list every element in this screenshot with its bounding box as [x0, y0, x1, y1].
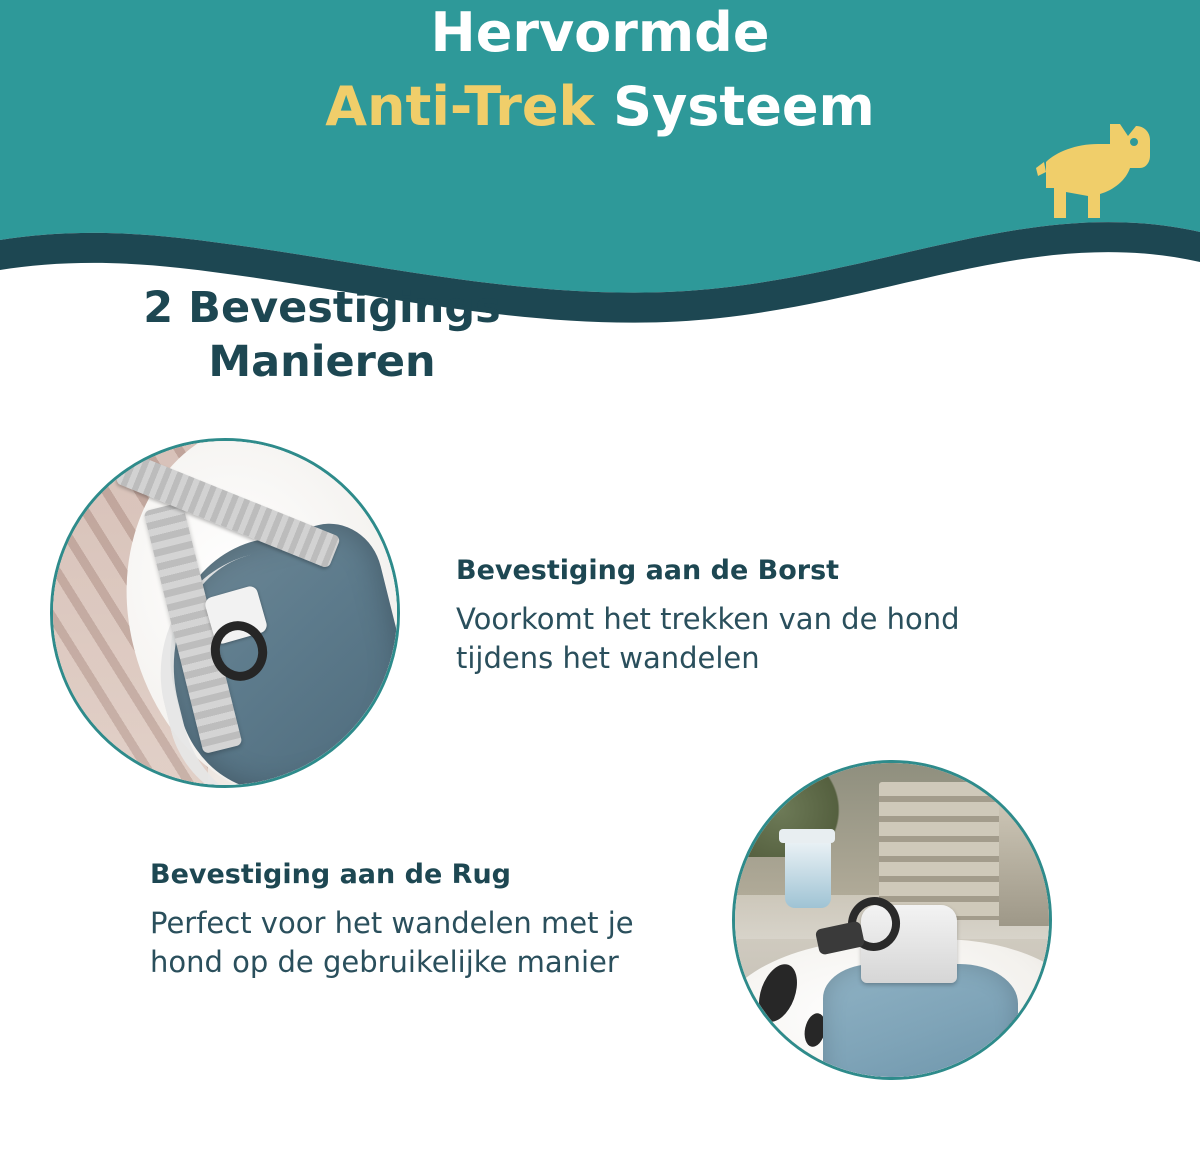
feature-1-body: Voorkomt het trekken van de hond tijdens het wandelen — [456, 602, 960, 675]
feature-back-attachment — [50, 760, 1110, 1080]
subtitle-line-2: Manieren — [208, 336, 436, 387]
header-band — [0, 0, 1200, 330]
feature-2-title: Bevestiging aan de Rug — [150, 859, 512, 891]
feature-2-text — [150, 859, 710, 981]
header-title-line-2 — [325, 76, 874, 138]
header-title-accent: Anti-Trek — [325, 75, 614, 139]
header-title-rest: Systeem — [613, 75, 875, 139]
header-title-line-1: Hervormde — [430, 1, 770, 64]
subtitle-line-1: 2 Bevestigings — [143, 283, 501, 333]
dog-chest-harness-attachment-photo — [50, 438, 400, 788]
feature-1-title: Bevestiging aan de Borst — [456, 555, 840, 587]
feature-2-body: Perfect voor het wandelen met je hond op de gebruikelijke manier — [150, 906, 634, 979]
header-content — [0, 0, 1200, 235]
feature-chest-attachment — [50, 438, 1050, 788]
dog-icon — [1036, 118, 1156, 236]
feature-1-text — [456, 555, 1050, 677]
dog-back-harness-attachment-photo — [732, 760, 1052, 1080]
page-subtitle — [62, 282, 582, 390]
